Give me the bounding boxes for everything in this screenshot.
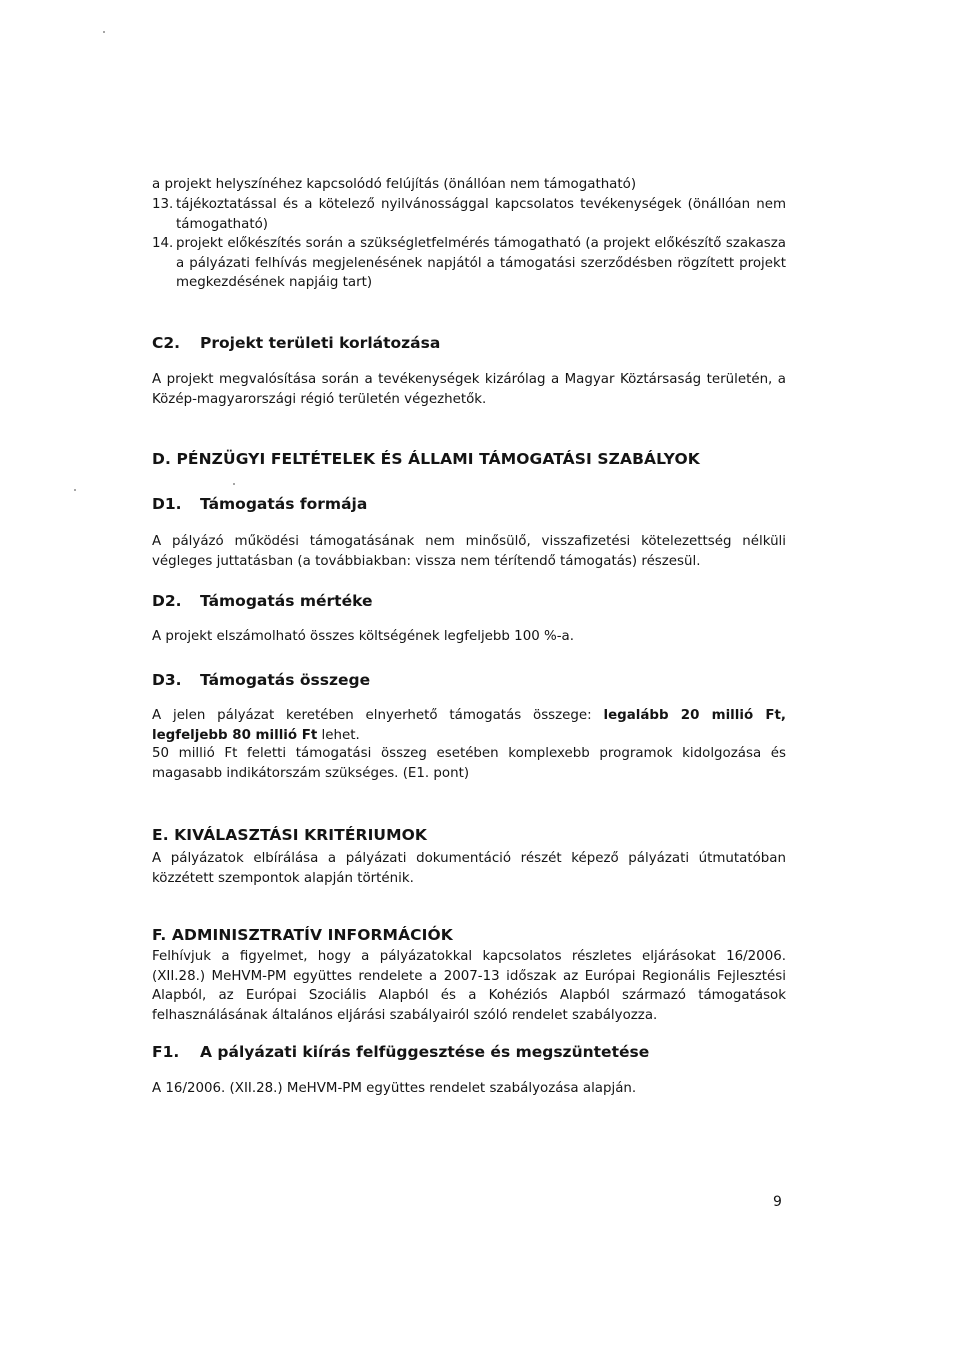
scan-speck xyxy=(233,483,235,485)
list-text-14: projekt előkészítés során a szükségletfelmérés támogatható (a projekt előkészítő szakasza a pályázati felhívás megjelenésének napjától a támogatási szerződésben rögzített projekt megkezdésének napjáig tart) xyxy=(176,236,786,290)
list-number-14: 14. xyxy=(152,236,174,251)
section-d1-heading xyxy=(152,495,367,513)
section-f-body: Felhívjuk a figyelmet, hogy a pályázatokkal kapcsolatos részletes eljárásokat 16/2006. (XII.28.) MeHVM-PM együttes rendelete a 2007-13 időszak az Európai Regionális Fejlesztési Alapból, az Európai Szociális Alapból és a Kohéziós Alapból származó támogatások felhasználásának általános eljárási szabályairól szóló rendelet szabályozza. xyxy=(152,949,786,1023)
scan-speck xyxy=(74,489,76,491)
section-c2-heading xyxy=(152,334,440,352)
section-title: Projekt területi korlátozása xyxy=(200,334,441,352)
section-title: Támogatás formája xyxy=(200,495,368,513)
section-d2-heading xyxy=(152,592,373,610)
section-code: D2. xyxy=(152,592,182,610)
section-f-heading: F. ADMINISZTRATÍV INFORMÁCIÓK xyxy=(152,926,453,944)
section-code: C2. xyxy=(152,334,181,352)
section-f1-heading xyxy=(152,1043,649,1061)
list-item-14 xyxy=(152,234,786,293)
section-title: Támogatás összege xyxy=(200,671,371,689)
list-number-13: 13. xyxy=(152,197,174,212)
section-title: A pályázati kiírás felfüggesztése és megszüntetése xyxy=(200,1043,650,1061)
d3-amount-intro: A jelen pályázat keretében elnyerhető támogatás összege: xyxy=(152,708,604,723)
section-d3-paragraph-2: 50 millió Ft feletti támogatási összeg esetében komplexebb programok kidolgozása és magasabb indikátorszám szükséges. (E1. pont) xyxy=(152,746,786,781)
section-title: Támogatás mértéke xyxy=(200,592,373,610)
section-e-heading: E. KIVÁLASZTÁSI KRITÉRIUMOK xyxy=(152,826,428,844)
list-item-intro: a projekt helyszínéhez kapcsolódó felújítás (önállóan nem támogatható) xyxy=(152,177,637,192)
section-d1-body: A pályázó működési támogatásának nem minősülő, visszafizetési kötelezettség nélküli végleges juttatásban (a továbbiakban: vissza nem térítendő támogatás) részesül. xyxy=(152,534,786,569)
section-d3-paragraph-1 xyxy=(152,706,786,745)
section-c2-body: A projekt megvalósítása során a tevékenységek kizárólag a Magyar Köztársaság területén, a Közép-magyarországi régió területén végezhetők. xyxy=(152,372,786,407)
d3-amount-range: legalább 20 millió Ft, legfeljebb 80 millió Ft xyxy=(152,708,786,743)
list-item-13 xyxy=(152,195,786,234)
section-code: F1. xyxy=(152,1043,180,1061)
section-d-heading: D. PÉNZÜGYI FELTÉTELEK ÉS ÁLLAMI TÁMOGATÁSI SZABÁLYOK xyxy=(152,450,700,468)
list-text-13: tájékoztatással és a kötelező nyilvánossággal kapcsolatos tevékenységek (önállóan nem támogatható) xyxy=(176,197,786,232)
page-number: 9 xyxy=(773,1194,782,1210)
scan-speck xyxy=(103,31,105,33)
section-d2-body: A projekt elszámolható összes költségének legfeljebb 100 %-a. xyxy=(152,629,575,644)
section-d3-heading xyxy=(152,671,370,689)
section-e-body: A pályázatok elbírálása a pályázati dokumentáció részét képező pályázati útmutatóban közzétett szempontok alapján történik. xyxy=(152,851,786,886)
section-f1-body: A 16/2006. (XII.28.) MeHVM-PM együttes rendelet szabályozása alapján. xyxy=(152,1081,637,1096)
d3-amount-end: lehet. xyxy=(317,727,360,743)
section-code: D3. xyxy=(152,671,182,689)
section-code: D1. xyxy=(152,495,182,513)
